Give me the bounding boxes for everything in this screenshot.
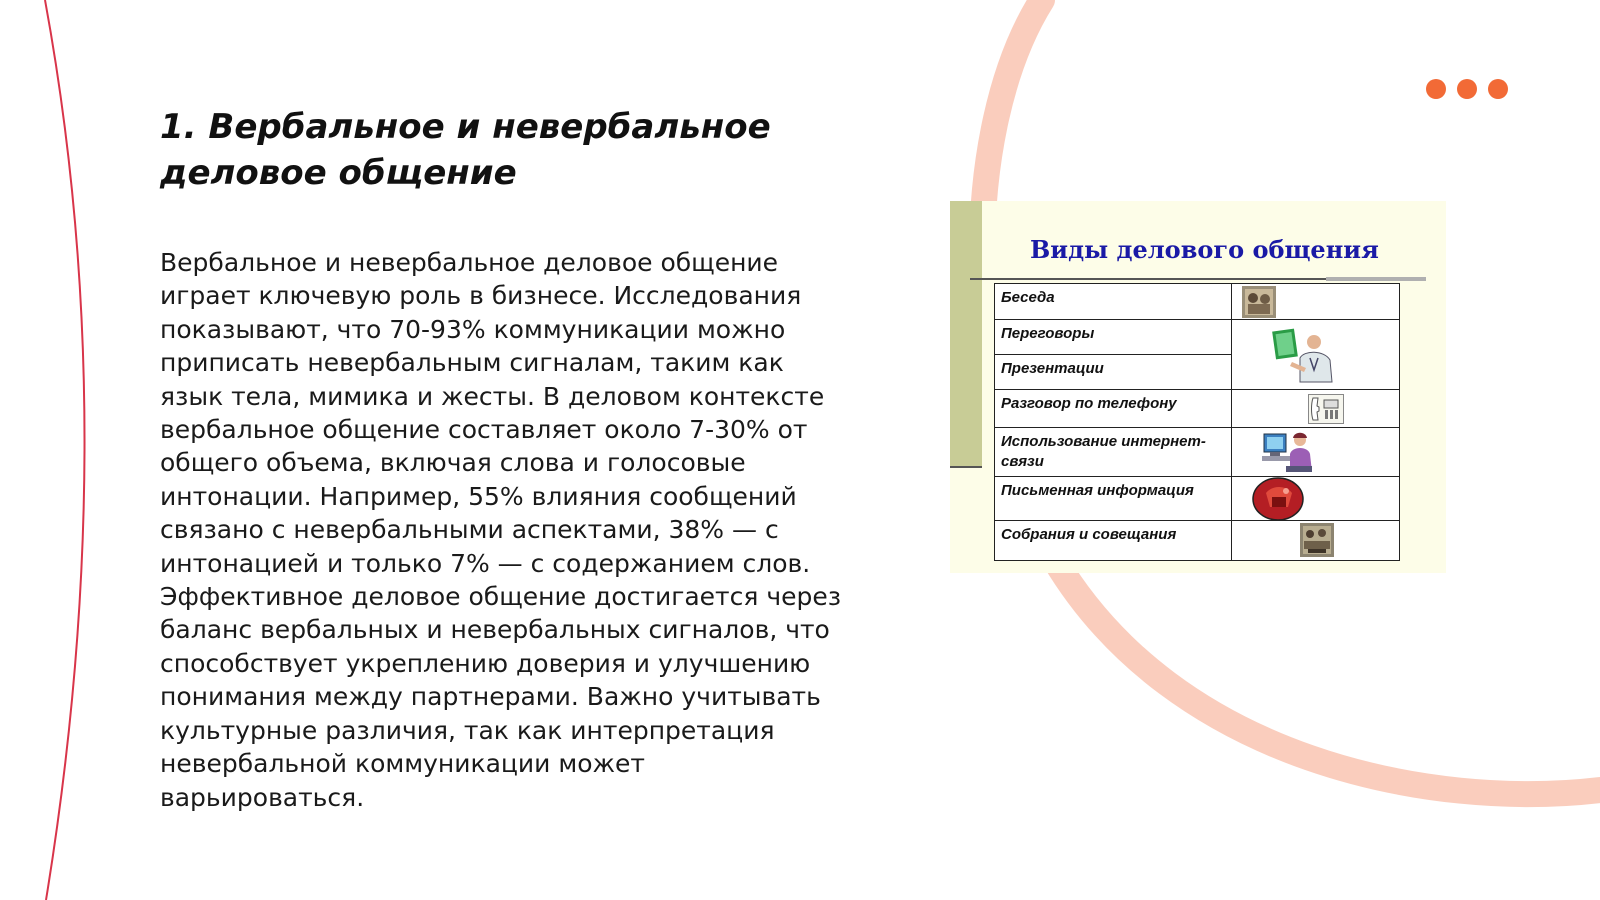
type-label: Презентации: [995, 355, 1232, 390]
business-communication-figure: [950, 201, 1446, 573]
type-label: Письменная информация: [995, 477, 1232, 521]
type-label: Переговоры: [995, 320, 1232, 355]
table-row: [995, 320, 1400, 355]
type-label: Разговор по телефону: [995, 390, 1232, 428]
type-label: Собрания и совещания: [995, 521, 1232, 561]
figure-side-bar-underline: [950, 466, 982, 468]
orange-dot: [1488, 79, 1508, 99]
slide-body-text: Вербальное и невербальное деловое общение играет ключевую роль в бизнесе. Исследования показывают, что 70-93% коммуникации можно приписать невербальным сигналам, таким как язык тела, мимика и жесты. В деловом контексте вербальное общение составляет около 7-30% от общего объема, включая слова и голосовые интонации. Например, 55% влияния сообщений связано с невербальными аспектами, 38% — с интонацией и только 7% — с содержанием слов. Эффективное деловое общение достигается через баланс вербальных и невербальных сигналов, что способствует укреплению доверия и улучшению понимания между партнерами. Важно учитывать культурные различия, так как интерпретация невербальной коммуникации может варьироваться.: [160, 248, 842, 812]
orange-dot: [1426, 79, 1446, 99]
meeting-photo-icon: [1300, 523, 1334, 557]
figure-side-bar: [950, 201, 982, 466]
decorative-dots: [1426, 79, 1508, 99]
table-row: [995, 521, 1400, 561]
table-row: [995, 477, 1400, 521]
computer-user-icon: [1262, 430, 1316, 474]
negotiation-person-icon: [1270, 328, 1336, 384]
left-edge-line: [45, 0, 85, 900]
type-illustration-cell: [1232, 521, 1400, 561]
type-illustration-cell: [1232, 320, 1400, 390]
orange-dot: [1457, 79, 1477, 99]
conversation-photo-icon: [1242, 286, 1276, 318]
telephone-icon: [1308, 394, 1344, 424]
type-illustration-cell: [1232, 390, 1400, 428]
figure-heading: Виды делового общения: [1030, 235, 1379, 264]
type-illustration-cell: [1232, 428, 1400, 477]
communication-types-table: [994, 283, 1400, 561]
written-information-icon: [1252, 477, 1306, 521]
table-row: [995, 390, 1400, 428]
slide-title: 1. Вербальное и невербальное деловое общение: [160, 107, 771, 193]
table-row: [995, 428, 1400, 477]
type-illustration-cell: [1232, 284, 1400, 320]
type-label: Использование интернет-связи: [995, 428, 1232, 477]
type-label: Беседа: [995, 284, 1232, 320]
type-illustration-cell: [1232, 477, 1400, 521]
table-row: [995, 284, 1400, 320]
figure-heading-rule-shadow: [1326, 277, 1426, 281]
